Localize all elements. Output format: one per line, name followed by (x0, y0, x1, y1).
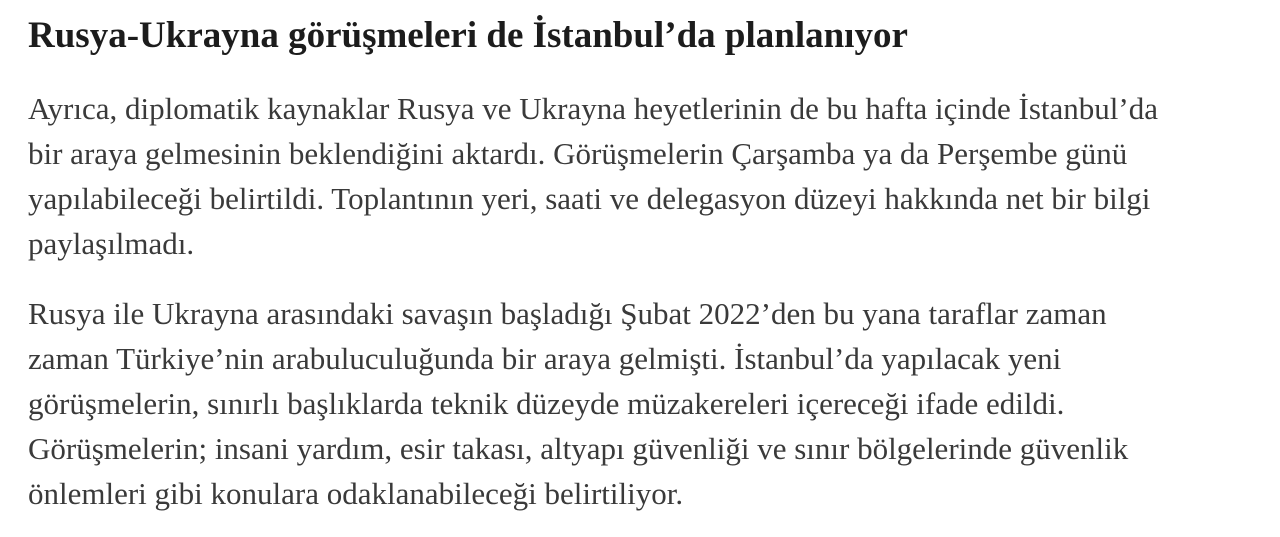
article-title: Rusya-Ukrayna görüşmeleri de İstanbul’da planlanıyor (28, 15, 908, 56)
text-line: Görüşmelerin; insani yardım, esir takası, altyapı güvenliği ve sınır bölgelerinde güvenlik (28, 431, 1129, 466)
text-line: yapılabileceği belirtildi. Toplantının yeri, saati ve delegasyon düzeyi hakkında net bir bilgi (28, 181, 1151, 216)
text-line: paylaşılmadı. (28, 226, 195, 261)
text-line: bir araya gelmesinin beklendiğini aktardı. Görüşmelerin Çarşamba ya da Perşembe günü (28, 136, 1128, 171)
text-line: zaman Türkiye’nin arabuluculuğunda bir araya gelmişti. İstanbul’da yapılacak yeni (28, 341, 1062, 376)
text-line: önlemleri gibi konulara odaklanabileceği belirtiliyor. (28, 476, 684, 511)
text-line: Rusya ile Ukrayna arasındaki savaşın başladığı Şubat 2022’den bu yana taraflar zaman (28, 296, 1107, 331)
text-line: Ayrıca, diplomatik kaynaklar Rusya ve Ukrayna heyetlerinin de bu hafta içinde İstanbul’da (28, 91, 1158, 126)
paragraph-1 (28, 86, 1252, 266)
text-line: görüşmelerin, sınırlı başlıklarda teknik düzeyde müzakereleri içereceği ifade edildi. (28, 386, 1065, 421)
paragraph-2 (28, 291, 1252, 516)
